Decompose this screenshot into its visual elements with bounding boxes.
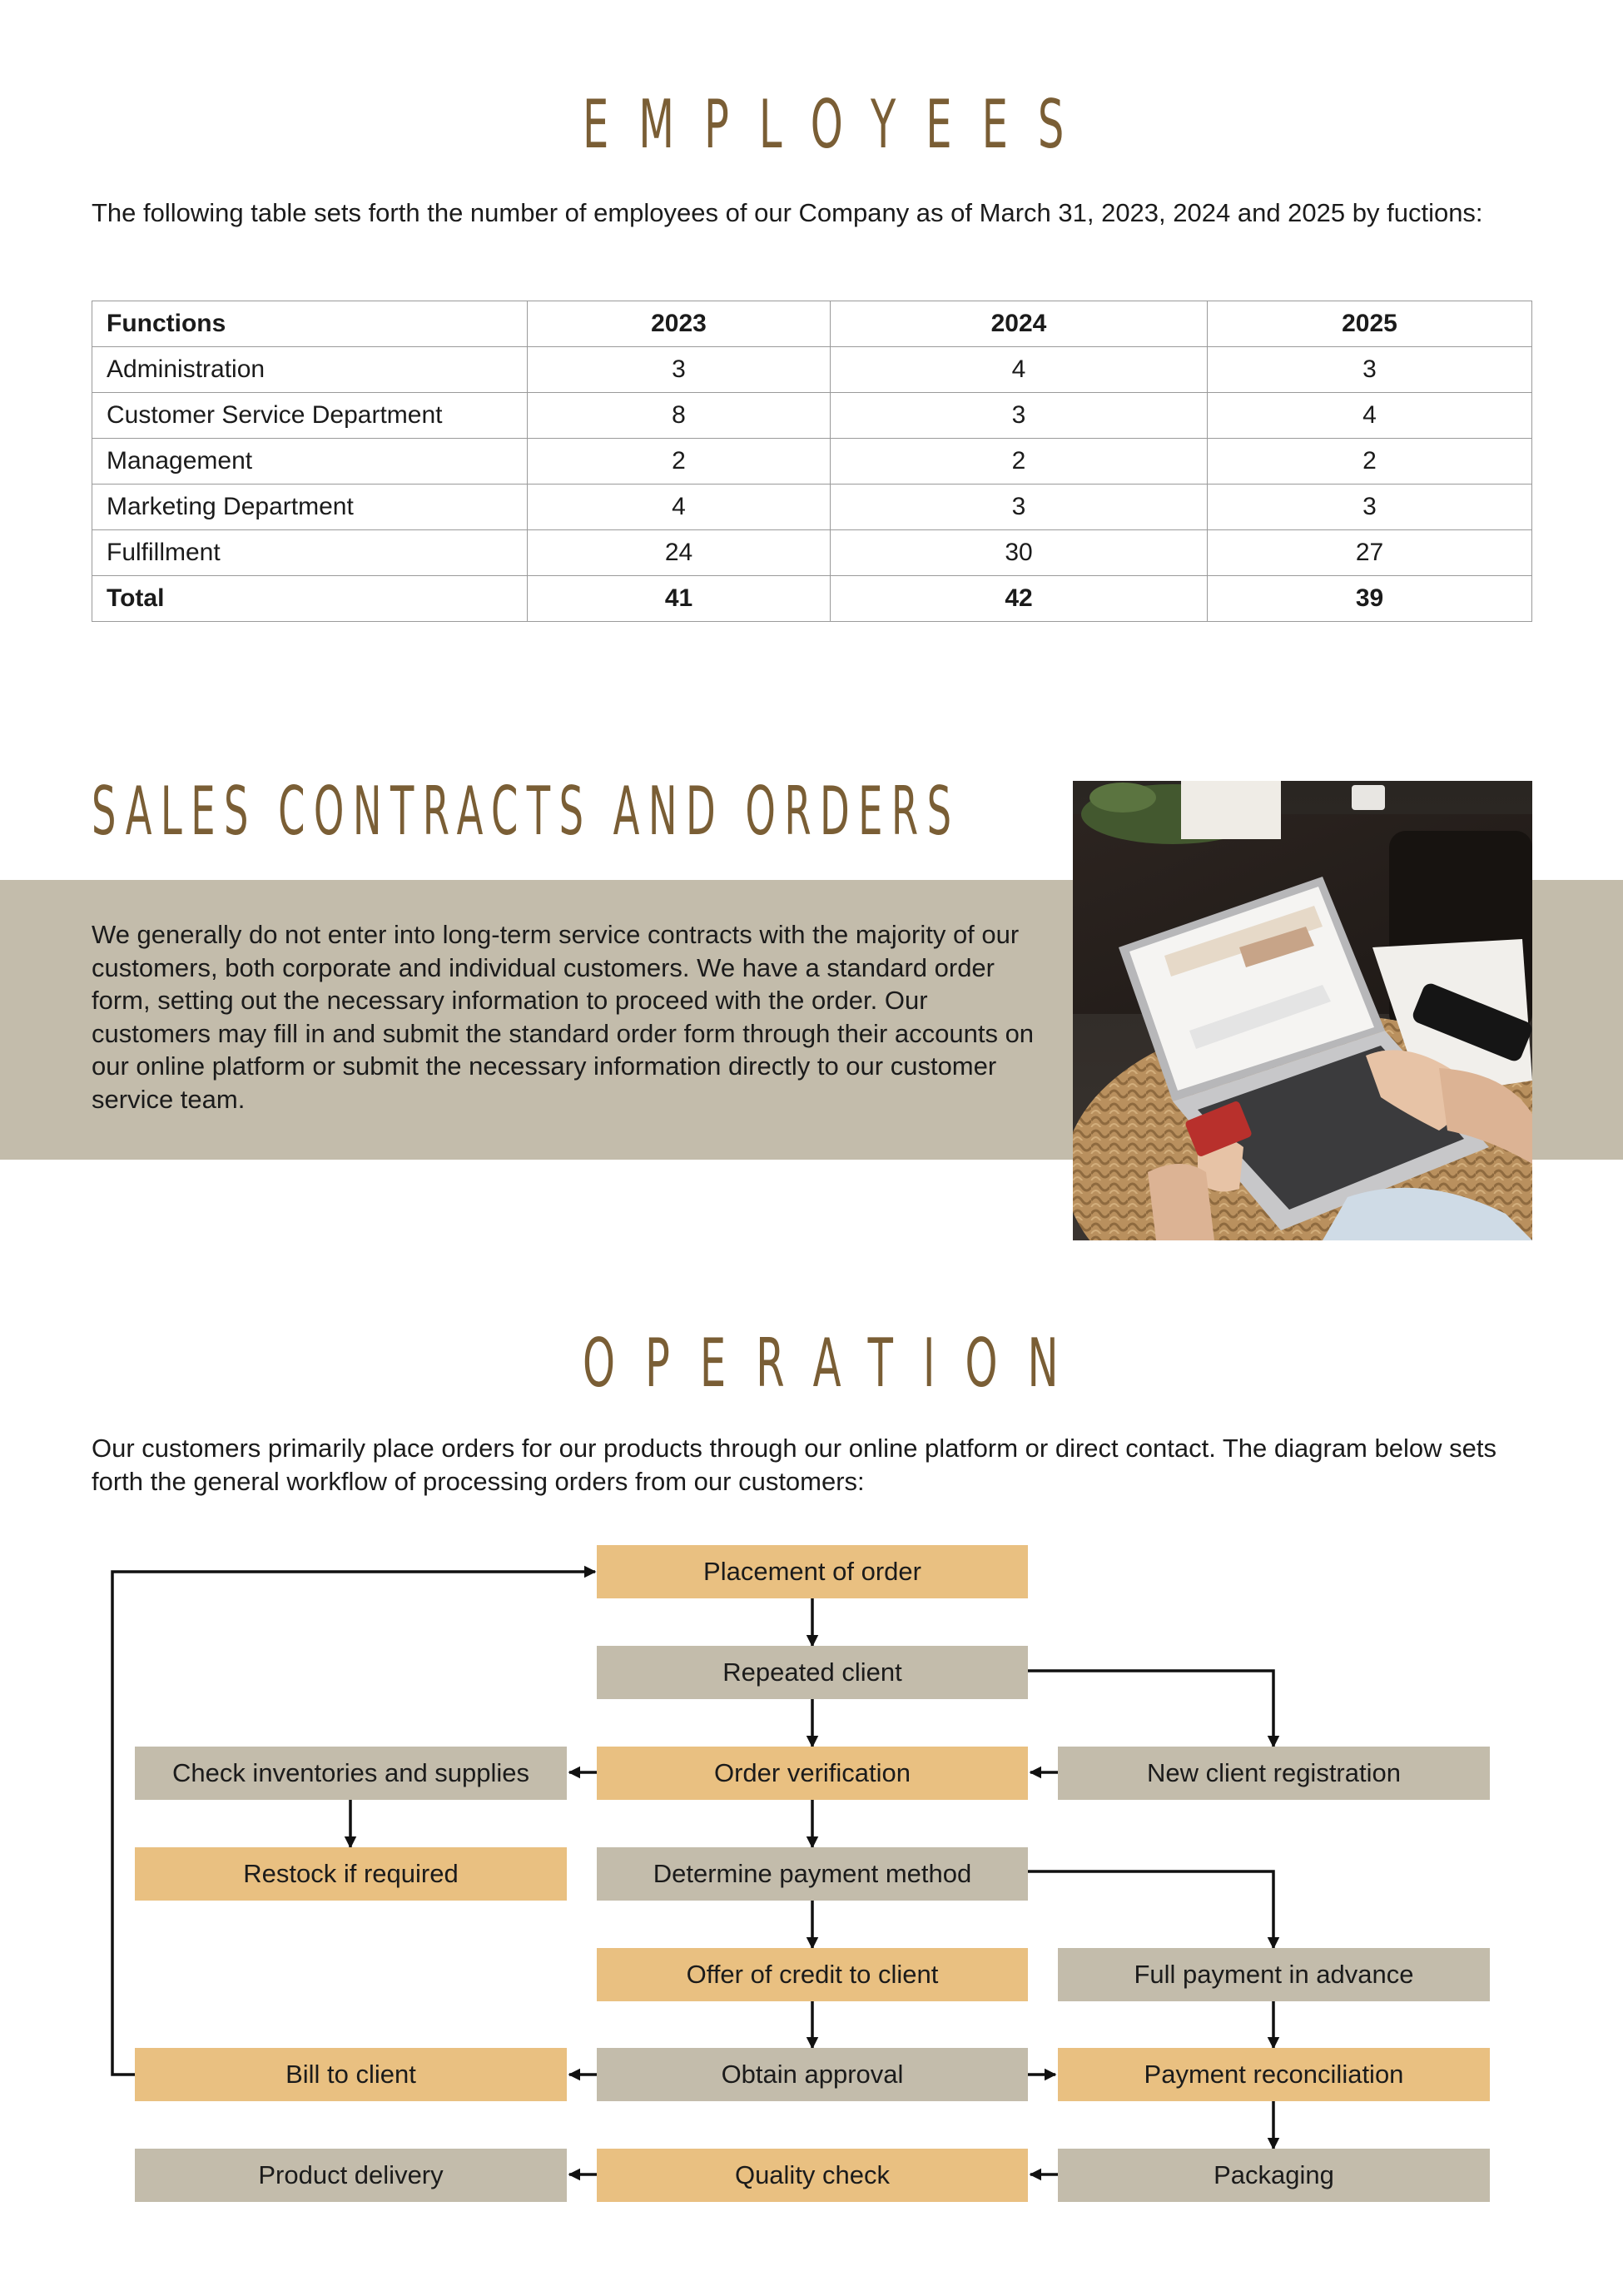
flow-step-offer-of-credit: Offer of credit to client	[597, 1948, 1028, 2001]
table-cell: 4	[528, 485, 831, 530]
table-header-cell: 2024	[831, 301, 1208, 347]
flow-step-product-delivery: Product delivery	[135, 2149, 567, 2202]
flow-step-restock: Restock if required	[135, 1847, 567, 1901]
table-cell: 2	[1208, 439, 1532, 485]
table-cell: Fulfillment	[92, 530, 528, 576]
table-header-cell: Functions	[92, 301, 528, 347]
table-row	[92, 393, 1532, 439]
sales-heading: SALES CONTRACTS AND ORDERS	[92, 773, 960, 850]
operation-heading: OPERATION	[583, 1324, 1089, 1402]
table-cell: 41	[528, 576, 831, 622]
flow-step-order-verification: Order verification	[597, 1747, 1028, 1800]
table-cell: 4	[831, 347, 1208, 393]
table-cell: 3	[831, 485, 1208, 530]
sales-text: We generally do not enter into long-term service contracts with the majority of our customers, both corporate and individual customers. We have a standard order form, setting out the necessary information to proceed with the order. Our customers may fill in and submit the standard order form through their accounts on our online platform or submit the necessary information directly to our customer service team.	[92, 920, 1035, 1114]
flow-step-new-client-registration: New client registration	[1058, 1747, 1490, 1800]
table-cell: 3	[831, 393, 1208, 439]
table-row	[92, 439, 1532, 485]
table-cell: 8	[528, 393, 831, 439]
table-cell: 39	[1208, 576, 1532, 622]
table-row	[92, 485, 1532, 530]
flow-step-placement-of-order: Placement of order	[597, 1545, 1028, 1598]
laptop-photo	[1073, 781, 1532, 1240]
flow-step-determine-payment-method: Determine payment method	[597, 1847, 1028, 1901]
flow-step-packaging: Packaging	[1058, 2149, 1490, 2202]
employees-intro: The following table sets forth the number of employees of our Company as of March 31, 2023, 2024 and 2025 by fuctions:	[92, 198, 1483, 227]
table-cell: Administration	[92, 347, 528, 393]
table-cell: Total	[92, 576, 528, 622]
flow-step-quality-check: Quality check	[597, 2149, 1028, 2202]
table-cell: 3	[528, 347, 831, 393]
table-header-cell: 2023	[528, 301, 831, 347]
employees-table	[92, 301, 1532, 622]
flow-step-full-payment: Full payment in advance	[1058, 1948, 1490, 2001]
table-cell: 4	[1208, 393, 1532, 439]
table-row	[92, 347, 1532, 393]
table-total-row	[92, 576, 1532, 622]
table-cell: Management	[92, 439, 528, 485]
table-cell: 24	[528, 530, 831, 576]
order-workflow-diagram	[0, 1540, 1623, 2206]
table-cell: 30	[831, 530, 1208, 576]
employees-heading: EMPLOYEES	[583, 86, 1094, 163]
flow-step-repeated-client: Repeated client	[597, 1646, 1028, 1699]
flow-step-check-inventories: Check inventories and supplies	[135, 1747, 567, 1800]
table-cell: 2	[528, 439, 831, 485]
table-cell: Customer Service Department	[92, 393, 528, 439]
table-row	[92, 530, 1532, 576]
table-header-cell: 2025	[1208, 301, 1532, 347]
table-cell: Marketing Department	[92, 485, 528, 530]
table-cell: 27	[1208, 530, 1532, 576]
flow-step-bill-to-client: Bill to client	[135, 2048, 567, 2101]
flow-step-obtain-approval: Obtain approval	[597, 2048, 1028, 2101]
flow-step-payment-reconciliation: Payment reconciliation	[1058, 2048, 1490, 2101]
table-cell: 42	[831, 576, 1208, 622]
operation-intro: Our customers primarily place orders for our products through our online platform or direct contact. The diagram below sets forth the general workflow of processing orders from our customers:	[92, 1434, 1496, 1496]
table-cell: 3	[1208, 485, 1532, 530]
table-cell: 3	[1208, 347, 1532, 393]
table-header-row	[92, 301, 1532, 347]
table-cell: 2	[831, 439, 1208, 485]
